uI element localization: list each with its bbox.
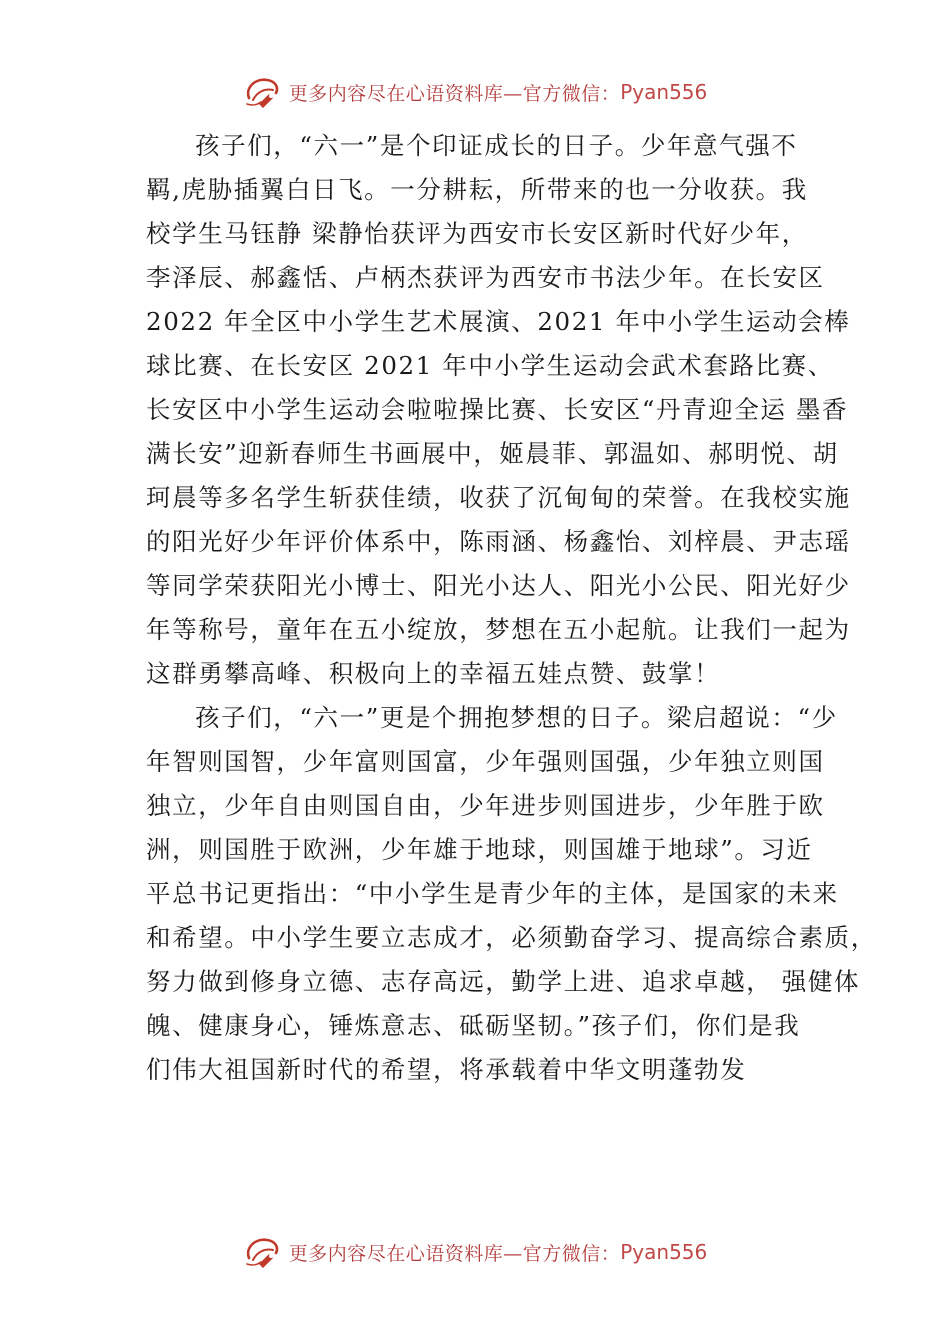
body-text-line: 珂晨等多名学生斩获佳绩，收获了沉甸甸的荣誉。在我校实施 — [146, 483, 851, 512]
body-text-line: 长安区中小学生运动会啦啦操比赛、长安区“丹青迎全运 墨香 — [146, 395, 849, 424]
body-text-line: 年智则国智，少年富则国富，少年强则国强，少年独立则国 — [146, 747, 825, 776]
body-text-line: 这群勇攀高峰、积极向上的幸福五娃点赞、鼓掌！ — [146, 659, 721, 688]
body-text-line: 和希望。中小学生要立志成才，必须勤奋学习、提高综合素质， — [146, 923, 877, 952]
body-text-line: 们伟大祖国新时代的希望，将承载着中华文明蓬勃发 — [146, 1055, 747, 1084]
body-text-line: 洲，则国胜于欧洲，少年雄于地球，则国雄于地球”。习近 — [146, 835, 813, 864]
banner-wechat-id: Pyan556 — [620, 1240, 708, 1264]
body-text-line: 独立，少年自由则国自由，少年进步则国进步，少年胜于欧 — [146, 791, 825, 820]
body-text-line: 的阳光好少年评价体系中，陈雨涵、杨鑫怡、刘梓晨、尹志瑶 — [146, 527, 851, 556]
body-text-line: 羁,虎胁插翼白日飞。一分耕耘，所带来的也一分收获。我 — [146, 175, 808, 204]
banner-text: 更多内容尽在心语资料库—官方微信： — [288, 82, 621, 105]
body-text-line: 魄、健康身心，锤炼意志、砥砺坚韧。”孩子们，你们是我 — [146, 1011, 801, 1040]
body-text-line: 2022 年全区中小学生艺术展演、2021 年中小学生运动会棒 — [146, 307, 851, 336]
header-banner — [0, 72, 950, 112]
body-text-line: 校学生马钰静 梁静怡获评为西安市长安区新时代好少年， — [146, 219, 808, 248]
pen-logo-icon — [243, 74, 283, 110]
body-text-line: 李泽辰、郝鑫恬、卢柄杰获评为西安市书法少年。在长安区 — [146, 263, 825, 292]
pen-logo-icon — [243, 1234, 283, 1270]
body-text-line: 平总书记更指出：“中小学生是青少年的主体，是国家的未来 — [146, 879, 839, 908]
banner-text: 更多内容尽在心语资料库—官方微信： — [288, 1242, 621, 1265]
body-text-line: 孩子们，“六一”是个印证成长的日子。少年意气强不 — [195, 131, 798, 160]
body-text-line: 满长安”迎新春师生书画展中，姬晨菲、郭温如、郝明悦、胡 — [146, 439, 839, 468]
body-text-line: 孩子们，“六一”更是个拥抱梦想的日子。梁启超说：“少 — [195, 703, 838, 732]
body-text-line: 努力做到修身立德、志存高远，勤学上进、追求卓越， 强健体 — [146, 967, 861, 996]
banner-wechat-id: Pyan556 — [620, 80, 708, 104]
document-body — [146, 124, 877, 1092]
body-text-line: 年等称号，童年在五小绽放，梦想在五小起航。让我们一起为 — [146, 615, 851, 644]
footer-banner — [0, 1232, 950, 1272]
body-text-line: 等同学荣获阳光小博士、阳光小达人、阳光小公民、阳光好少 — [146, 571, 851, 600]
body-text-line: 球比赛、在长安区 2021 年中小学生运动会武术套路比赛、 — [146, 351, 834, 380]
